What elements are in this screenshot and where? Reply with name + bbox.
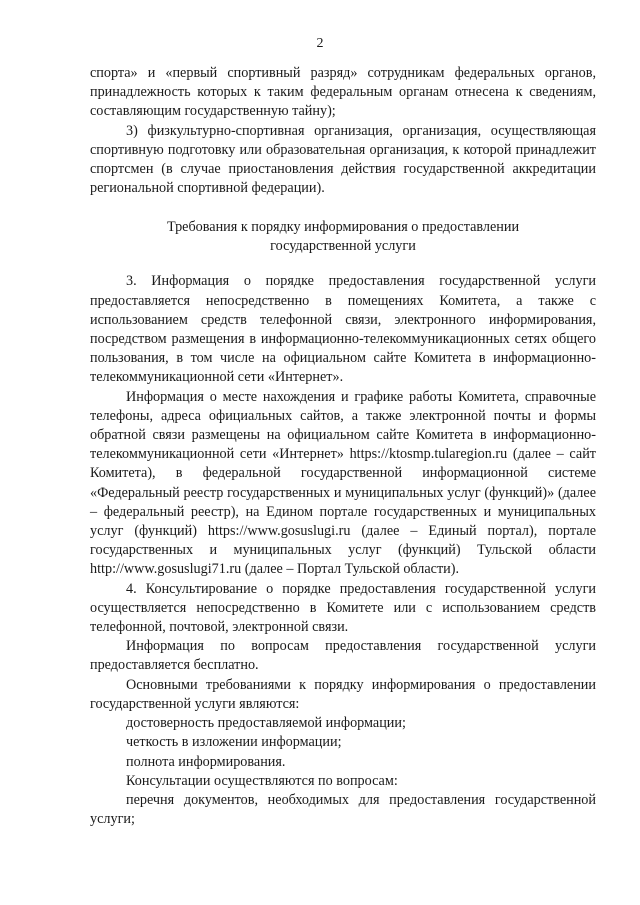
paragraph-consultations: Консультации осуществляются по вопросам: xyxy=(126,772,398,789)
paragraph-document-list: перечня документов, необходимых для предоставления государственной услуги; xyxy=(90,791,596,828)
paragraph-free-info: Информация по вопросам предоставления государственной услуги предоставляется бесплатно. xyxy=(90,638,596,674)
list-item: достоверность предоставляемой информации; xyxy=(126,715,406,732)
paragraph-3: 3. Информация о порядке предоставления государственной услуги предоставляется непосредственно в помещениях Комитета, а также с использованием средств телефонной связи, электронного информирования, посредством размещения в информационно-телекоммуникационных сетях общего пользования, в том числе на официальном сайте Комитета в информационно-телекоммуникационной сети «Интернет». xyxy=(90,273,596,386)
list-item: полнота информирования. xyxy=(126,753,286,770)
paragraph-requirements: Основными требованиями к порядку информирования о предоставлении государственной услуги являются: xyxy=(90,676,596,712)
section-heading-line-2: государственной услуги xyxy=(270,238,416,255)
page-number: 2 xyxy=(316,36,324,51)
paragraph-sport-ranks: спорта» и «первый спортивный разряд» сотрудникам федеральных органов, принадлежность которых к таким федеральным органам отнесена к сведениям, составляющим государственную тайну); xyxy=(90,65,596,120)
list-item: четкость в изложении информации; xyxy=(126,734,342,751)
paragraph-contact-info: Информация о месте нахождения и графике работы Комитета, справочные телефоны, адреса официальных сайтов, а также электронной почты и формы обратной связи размещены на официальном сайте Комитета в информационно-телекоммуникационной сети «Интернет» https://ktosmp.tularegion.ru (далее – сайт Комитета), в федеральной государственной информационной системе «Федеральный реестр государственных и муниципальных услуг (функций)» (далее – федеральный реестр), на Едином портале государственных и муниципальных услуг (функций) https://www.gosuslugi.ru (далее – Единый портал), портале государственных и муниципальных услуг (функций) Тульской области http://www.gosuslugi71.ru (далее – Портал Тульской области). xyxy=(90,388,596,578)
document-body xyxy=(90,64,596,829)
section-heading xyxy=(90,218,596,256)
paragraph-item-3: 3) физкультурно-спортивная организация, организация, осуществляющая спортивную подготовку или образовательная организация, к которой принадлежит спортсмен (в случае приостановления действия государственной аккредитации региональной спортивной федерации). xyxy=(90,122,596,197)
paragraph-4: 4. Консультирование о порядке предоставления государственной услуги осуществляется непосредственно в Комитете или с использованием средств телефонной, почтовой, электронной связи. xyxy=(90,580,596,636)
section-heading-line-1: Требования к порядку информирования о предоставлении xyxy=(166,219,520,236)
